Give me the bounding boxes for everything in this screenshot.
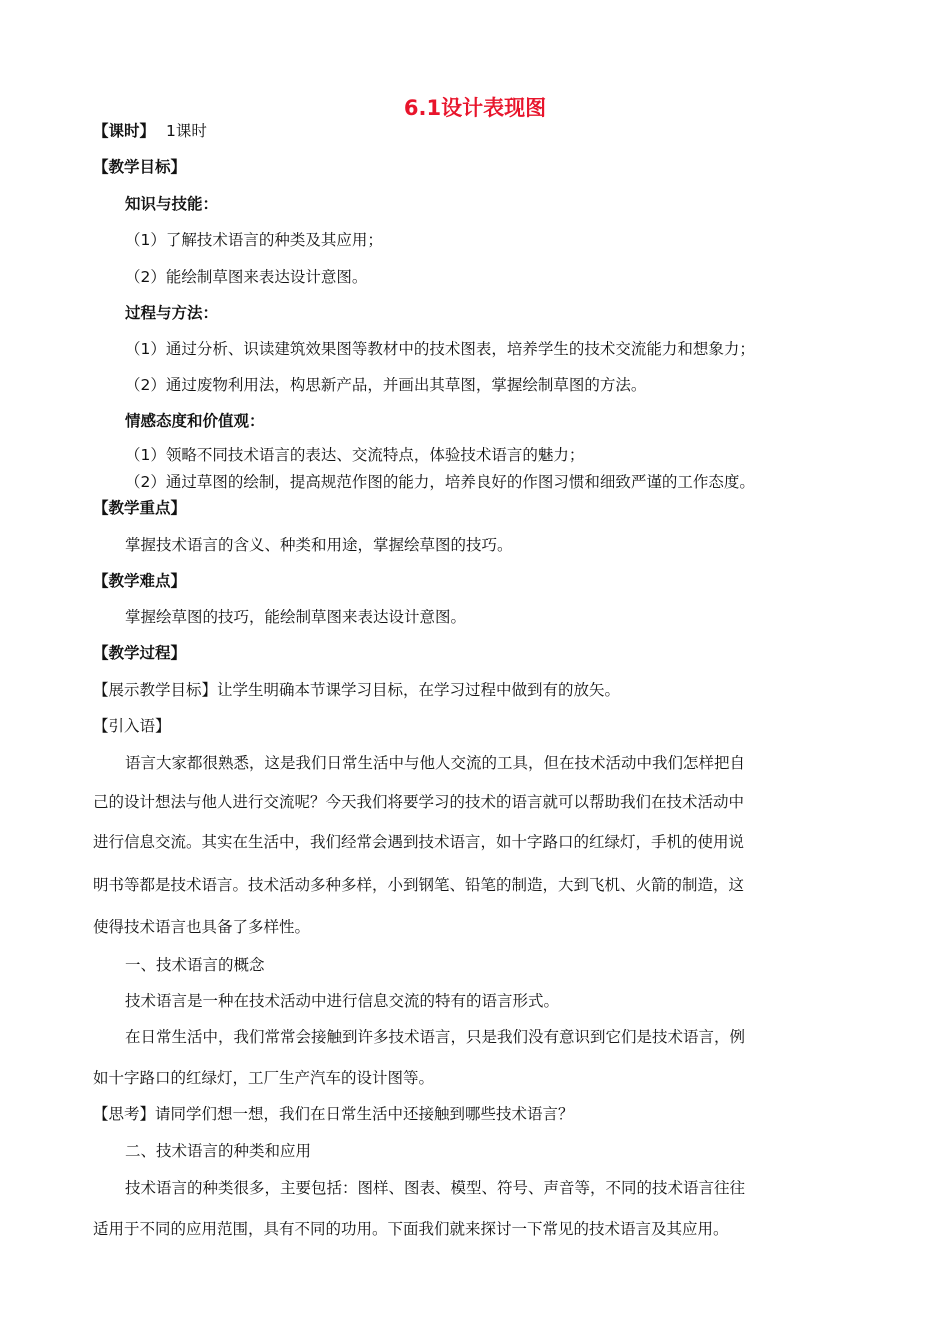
key-points-text: 掌握技术语言的含义、种类和用途，掌握绘草图的技巧。 <box>125 536 513 554</box>
page-title: 6.1设计表现图 <box>403 96 547 120</box>
difficulties-text: 掌握绘草图的技巧，能绘制草图来表达设计意图。 <box>125 608 467 626</box>
knowledge-heading: 知识与技能： <box>125 195 219 213</box>
process-item-2: （2）通过废物利用法，构思新产品，并画出其草图，掌握绘制草图的方法。 <box>125 376 647 394</box>
section1-definition: 技术语言是一种在技术活动中进行信息交流的特有的语言形式。 <box>125 992 560 1010</box>
section1-line: 在日常生活中，我们常常会接触到许多技术语言，只是我们没有意识到它们是技术语言，例 <box>125 1028 746 1046</box>
attitude-item-2: （2）通过草图的绘制，提高规范作图的能力，培养良好的作图习惯和细致严谨的工作态度。 <box>125 473 755 491</box>
attitude-item-1: （1）领略不同技术语言的表达、交流特点，体验技术语言的魅力； <box>125 446 585 464</box>
intro-line: 使得技术语言也具备了多样性。 <box>93 918 311 936</box>
lesson-time-row <box>93 121 207 141</box>
intro-label: 【引入语】 <box>93 717 171 735</box>
section2-line: 适用于不同的应用范围，具有不同的功用。下面我们就来探讨一下常见的技术语言及其应用。 <box>93 1220 729 1238</box>
intro-line: 语言大家都很熟悉，这是我们日常生活中与他人交流的工具，但在技术活动中我们怎样把自 <box>125 754 746 772</box>
section1-line: 如十字路口的红绿灯，工厂生产汽车的设计图等。 <box>93 1069 435 1087</box>
process-heading: 过程与方法： <box>125 304 219 322</box>
intro-line: 进行信息交流。其实在生活中，我们经常会遇到技术语言，如十字路口的红绿灯，手机的使用说 <box>93 833 745 851</box>
process-item-1: （1）通过分析、识读建筑效果图等教材中的技术图表，培养学生的技术交流能力和想象力； <box>125 340 755 358</box>
lesson-time-label: 【课时】 <box>93 122 156 140</box>
process-section-heading: 【教学过程】 <box>93 644 187 662</box>
objectives-heading: 【教学目标】 <box>93 158 187 176</box>
section1-heading: 一、技术语言的概念 <box>125 956 265 974</box>
show-goal-text: 【展示教学目标】让学生明确本节课学习目标，在学习过程中做到有的放矢。 <box>93 681 621 699</box>
lesson-time-value: 1课时 <box>165 122 207 140</box>
intro-line: 明书等都是技术语言。技术活动多种多样，小到钢笔、铅笔的制造，大到飞机、火箭的制造，这 <box>93 876 745 894</box>
section2-heading: 二、技术语言的种类和应用 <box>125 1142 312 1160</box>
section2-line: 技术语言的种类很多，主要包括：图样、图表、模型、符号、声音等，不同的技术语言往往 <box>125 1179 746 1197</box>
knowledge-item-2: （2）能绘制草图来表达设计意图。 <box>125 268 368 286</box>
intro-line: 己的设计想法与他人进行交流呢？今天我们将要学习的技术的语言就可以帮助我们在技术活动中 <box>93 793 745 811</box>
attitude-heading: 情感态度和价值观： <box>125 412 265 430</box>
key-points-heading: 【教学重点】 <box>93 499 187 517</box>
knowledge-item-1: （1）了解技术语言的种类及其应用； <box>125 231 383 249</box>
difficulties-heading: 【教学难点】 <box>93 572 187 590</box>
think-text: 【思考】请同学们想一想，我们在日常生活中还接触到哪些技术语言？ <box>93 1105 574 1123</box>
